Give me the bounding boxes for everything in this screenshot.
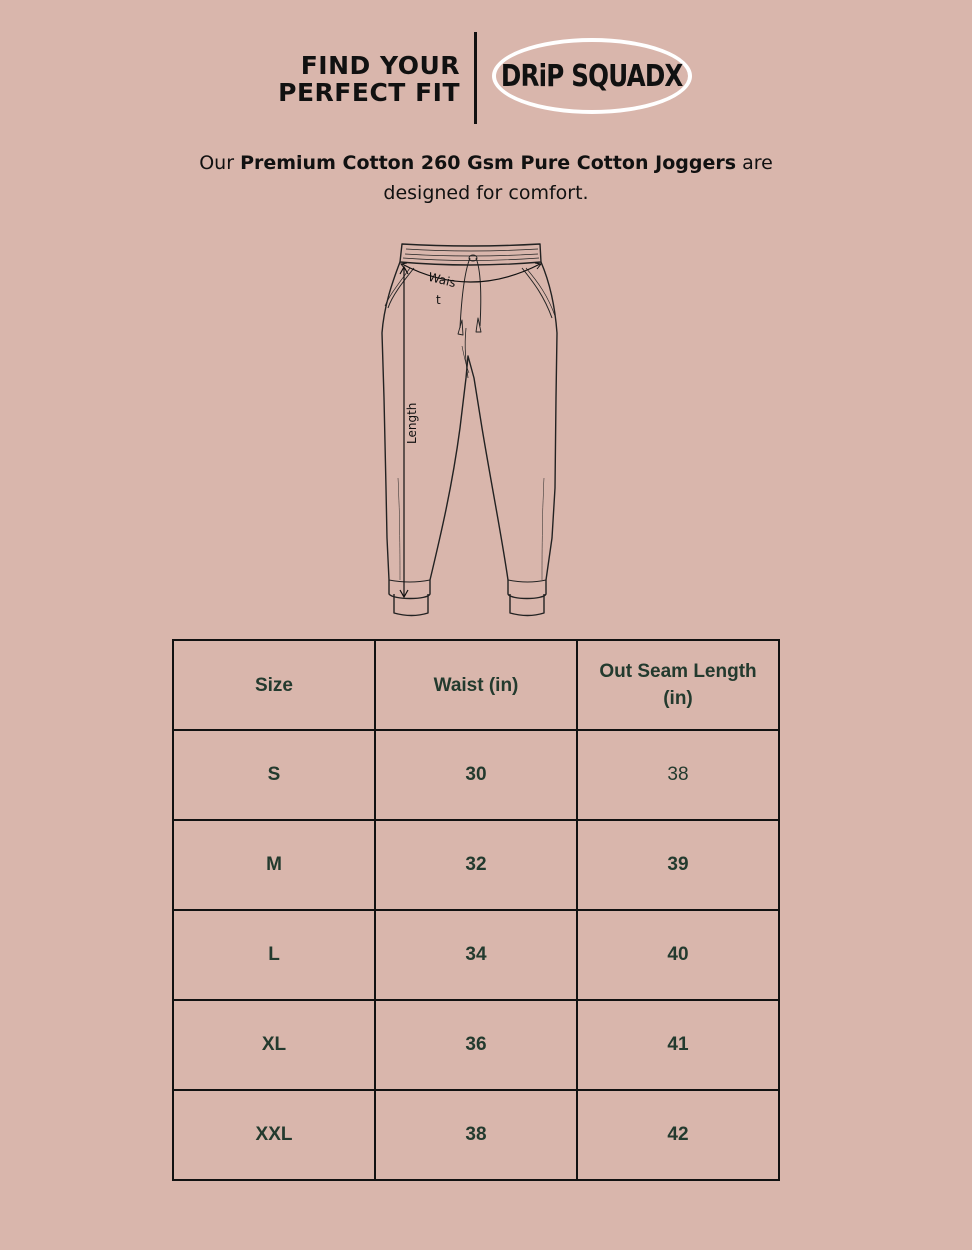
header-size: Size [173,640,375,730]
brand-name: DRiP SQUADX [501,58,683,94]
left-pocket [388,268,414,308]
table-row [173,820,779,910]
cell-waist: 32 [375,820,577,910]
cell-size: XL [173,1000,375,1090]
right-pocket [522,268,552,318]
waist-label-1: Wais [426,269,458,291]
header [0,30,972,126]
cell-waist: 30 [375,730,577,820]
page-title [278,52,460,106]
cell-size: S [173,730,375,820]
table-row [173,910,779,1000]
jogger-illustration [370,238,570,623]
cell-waist: 38 [375,1090,577,1180]
cell-out-seam-length: 41 [577,1000,779,1090]
length-label: Length [405,402,419,444]
intro-suffix: are designed for comfort. [383,152,773,204]
header-out-seam-length: Out Seam Length (in) [577,640,779,730]
cell-waist: 34 [375,910,577,1000]
title-line-2: PERFECT FIT [278,78,460,107]
table-row [173,1000,779,1090]
drawstring-right [476,258,481,326]
waist-measure-line [402,264,540,282]
cell-out-seam-length: 40 [577,910,779,1000]
title-line-1: FIND YOUR [300,51,460,80]
brand-logo [492,38,692,114]
cell-out-seam-length: 39 [577,820,779,910]
cell-size: M [173,820,375,910]
table-header-row [173,640,779,730]
waist-label-2: t [436,293,441,307]
cell-waist: 36 [375,1000,577,1090]
cell-out-seam-length: 38 [577,730,779,820]
intro-prefix: Our [199,152,241,174]
table-row [173,1090,779,1180]
cell-size: XXL [173,1090,375,1180]
drawstring-left [460,258,470,328]
product-description [180,148,792,208]
cell-size: L [173,910,375,1000]
cell-out-seam-length: 42 [577,1090,779,1180]
header-divider [474,32,477,124]
jogger-measurement-diagram [370,238,570,623]
size-chart-table [172,639,780,1181]
product-name: Premium Cotton 260 Gsm Pure Cotton Joggers [240,152,737,174]
table-row [173,730,779,820]
header-waist: Waist (in) [375,640,577,730]
waistband [400,244,541,265]
